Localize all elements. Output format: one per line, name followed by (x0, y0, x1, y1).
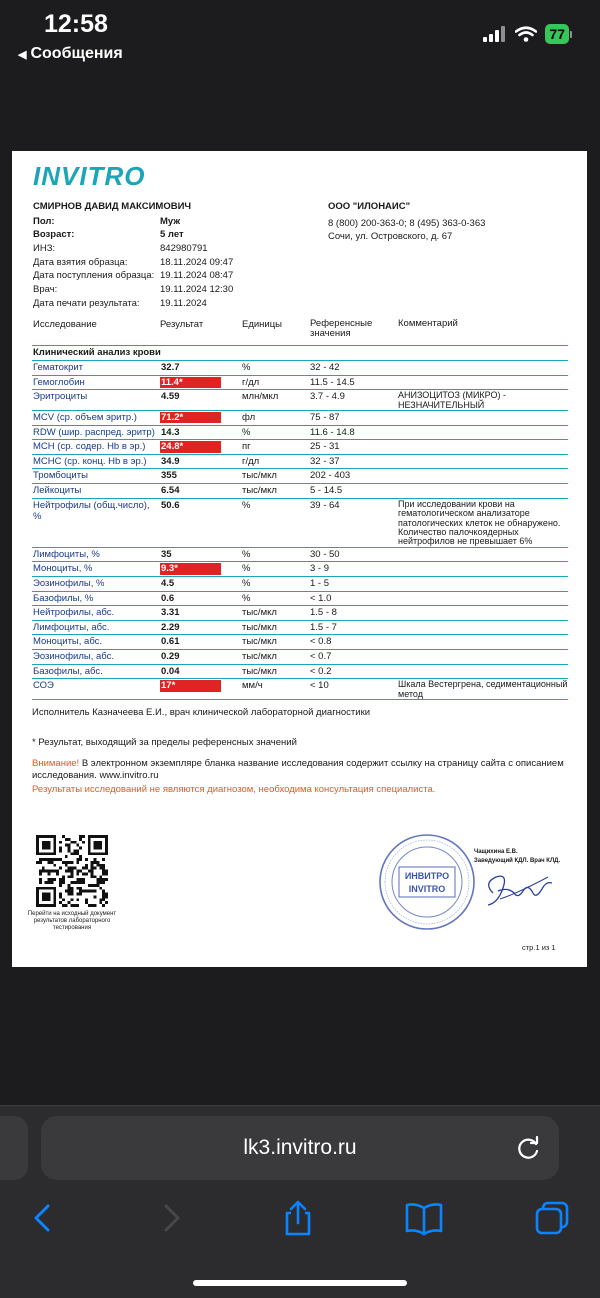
units: г/дл (242, 376, 260, 388)
reference-range: 5 - 14.5 (310, 485, 343, 497)
stamp-text-bottom: INVITRO (408, 884, 446, 894)
comment (398, 548, 568, 549)
qr-caption: Перейти на исходный документ результатов лабораторного тестирования (27, 911, 117, 932)
table-row (32, 562, 568, 577)
result-value-flagged: 17* (160, 680, 221, 691)
result-cell (160, 621, 242, 633)
result-cell (160, 548, 242, 560)
table-row (32, 577, 568, 592)
comment (398, 361, 568, 362)
result-value: 355 (161, 470, 177, 482)
test-name: Гематокрит (33, 362, 84, 373)
results-rows (32, 361, 568, 700)
test-name: Лимфоциты, абс. (33, 621, 110, 633)
lab-info (328, 201, 578, 245)
reference-range: 30 - 50 (310, 548, 340, 560)
patient-field-value: 5 лет (160, 229, 184, 241)
result-cell (160, 469, 242, 481)
result-cell (160, 679, 242, 691)
test-name: MCHC (ср. конц. Hb в эр.) (33, 455, 147, 467)
test-name: MCH (ср. содер. Hb в эр.) (33, 441, 146, 453)
lab-name: ООО "ИЛОНАИС" (328, 201, 411, 212)
test-name: Моноциты, абс. (33, 636, 103, 648)
units: тыс/мкл (242, 636, 277, 648)
lab-address: Сочи, ул. Островского, д. 67 (328, 231, 453, 243)
table-row (32, 635, 568, 650)
result-value: 32.7 (161, 362, 180, 373)
battery-tip (570, 31, 572, 38)
patient-field-value: 19.11.2024 (160, 297, 207, 309)
comment (398, 592, 568, 593)
result-cell (160, 455, 242, 467)
patient-field-value: 18.11.2024 09:47 (160, 256, 234, 268)
comment (398, 665, 568, 666)
table-row (32, 361, 568, 376)
previous-tab-preview[interactable] (0, 1116, 28, 1180)
units: тыс/мкл (242, 485, 277, 497)
result-value: 0.6 (161, 592, 175, 604)
reference-range: < 0.7 (310, 650, 332, 662)
result-cell (160, 426, 242, 438)
reference-range: < 1.0 (310, 592, 332, 604)
reference-range: < 0.2 (310, 665, 332, 677)
comment (398, 650, 568, 651)
result-cell (160, 411, 242, 423)
reference-range: 75 - 87 (310, 412, 340, 424)
patient-field (33, 242, 313, 256)
invitro-logo: INVITRO (33, 161, 146, 191)
reference-range: 32 - 42 (310, 362, 340, 373)
units: млн/мкл (242, 391, 279, 403)
test-name: Гемоглобин (33, 376, 85, 388)
test-name: СОЭ (33, 680, 54, 692)
units: % (242, 548, 251, 560)
stamp-text-top: ИНВИТРО (404, 871, 450, 881)
cellular-signal-icon (483, 26, 507, 42)
reference-range: 25 - 31 (310, 441, 340, 453)
comment (398, 411, 568, 412)
units: тыс/мкл (242, 470, 277, 482)
forward-arrow-icon[interactable] (152, 1200, 192, 1236)
share-icon[interactable] (278, 1200, 318, 1236)
units: пг (242, 441, 251, 453)
comment: При исследовании крови на гематологическом анализаторе патологических клеток не обнаружено. Количество палочкоядерных нейтрофилов не превышает 6% (398, 498, 561, 547)
comment (398, 440, 568, 441)
results-table (32, 319, 568, 700)
table-row (32, 621, 568, 636)
patient-name: СМИРНОВ ДАВИД МАКСИМОВИЧ (33, 201, 192, 212)
attention-text: В электронном экземпляре бланка название исследования содержит ссылку на страницу сайта с описанием исследования. www.invitro.ru (32, 758, 564, 782)
result-cell (160, 665, 242, 677)
tabs-icon[interactable] (532, 1200, 572, 1236)
back-triangle-icon: ◀ (18, 48, 27, 61)
table-row (32, 411, 568, 426)
patient-field-value: 842980791 (160, 242, 208, 254)
back-arrow-icon[interactable] (22, 1200, 62, 1236)
table-row (32, 665, 568, 680)
status-bar (0, 0, 600, 70)
wifi-icon (515, 26, 537, 42)
attention-note (32, 758, 572, 783)
battery-icon (545, 24, 572, 44)
patient-field (33, 297, 313, 311)
table-row (32, 499, 568, 548)
table-row (32, 469, 568, 484)
lab-stamp-icon (377, 832, 477, 932)
units: % (242, 499, 251, 511)
back-label: Сообщения (30, 45, 123, 62)
result-cell (160, 606, 242, 618)
units: % (242, 563, 251, 575)
result-value: 0.61 (161, 636, 180, 648)
test-name: Эозинофилы, % (33, 578, 105, 589)
patient-field-label: Пол: (33, 215, 55, 227)
result-value: 4.59 (161, 391, 180, 403)
result-value: 3.31 (161, 607, 180, 619)
reference-range: 1.5 - 8 (310, 607, 337, 619)
comment (398, 455, 568, 456)
result-value: 0.29 (161, 650, 180, 662)
result-cell (160, 499, 242, 511)
table-row (32, 679, 568, 700)
comment (398, 621, 568, 622)
section-title: Клинический анализ крови (32, 345, 568, 361)
result-value-flagged: 24.8* (160, 441, 221, 452)
result-value-flagged: 71.2* (160, 412, 221, 423)
lab-phones: 8 (800) 200-363-0; 8 (495) 363-0-363 (328, 217, 486, 229)
comment (398, 484, 568, 485)
result-value-flagged: 11.4* (160, 377, 221, 388)
result-cell (160, 361, 242, 373)
result-value: 0.04 (161, 665, 180, 677)
comment: АНИЗОЦИТОЗ (МИКРО) - НЕЗНАЧИТЕЛЬНЫЙ (398, 390, 506, 410)
reference-range: 3.7 - 4.9 (310, 391, 345, 403)
comment (398, 606, 568, 607)
footnote: * Результат, выходящий за пределы референсных значений (32, 737, 297, 748)
patient-field (33, 228, 313, 242)
reload-icon[interactable] (515, 1134, 543, 1162)
result-cell (160, 376, 242, 388)
header-test: Исследование (33, 319, 97, 330)
units: % (242, 578, 251, 589)
reference-range: < 10 (310, 680, 329, 692)
result-value: 35 (161, 548, 172, 560)
patient-field-label: Дата взятия образца: (33, 256, 128, 268)
qr-code-icon[interactable] (36, 835, 108, 907)
header-result: Результат (160, 319, 204, 330)
result-cell (160, 562, 242, 574)
patient-field-value: Муж (160, 215, 181, 227)
reference-range: 3 - 9 (310, 563, 330, 575)
test-name: Моноциты, % (33, 563, 93, 575)
signature-icon (478, 863, 558, 913)
reference-range: 1.5 - 7 (310, 621, 337, 633)
test-name: Эритроциты (33, 391, 88, 403)
disclaimer: Результаты исследований не являются диагнозом, необходима консультация специалиста. (32, 784, 436, 795)
patient-field-label: Возраст: (33, 229, 75, 241)
comment (398, 426, 568, 427)
test-name: RDW (шир. распред. эритр) (33, 426, 155, 438)
test-name: Лимфоциты, % (33, 548, 100, 560)
browser-bottom-bar (0, 1105, 600, 1298)
test-name: Нейтрофилы (общ.число), % (33, 499, 150, 523)
reference-range: 11.6 - 14.8 (310, 426, 355, 438)
table-row (32, 592, 568, 607)
result-value: 34.9 (161, 455, 180, 467)
result-cell (160, 635, 242, 647)
url-text: lk3.invitro.ru (243, 1136, 357, 1159)
test-name: Нейтрофилы, абс. (33, 607, 115, 619)
result-value: 2.29 (161, 621, 180, 633)
units: мм/ч (242, 680, 263, 692)
test-name: Лейкоциты (33, 485, 82, 497)
reference-range: < 0.8 (310, 636, 332, 648)
comment (398, 469, 568, 470)
address-bar[interactable] (41, 1116, 559, 1180)
patient-field (33, 283, 313, 297)
comment (398, 577, 568, 578)
patient-field (33, 214, 313, 228)
reference-range: 202 - 403 (310, 470, 351, 482)
patient-fields (33, 214, 313, 310)
table-row (32, 376, 568, 391)
back-to-messages-link[interactable] (18, 45, 123, 63)
result-cell (160, 577, 242, 589)
result-value: 50.6 (161, 499, 180, 511)
test-name: Эозинофилы, абс. (33, 650, 114, 662)
executor-line: Исполнитель Казначеева Е.И., врач клинической лабораторной диагностики (32, 707, 371, 718)
patient-field (33, 255, 313, 269)
battery-level: 77 (545, 24, 569, 44)
attention-word: Внимание! (32, 758, 80, 769)
patient-field (33, 269, 313, 283)
reference-range: 32 - 37 (310, 455, 340, 467)
home-indicator[interactable] (193, 1280, 407, 1286)
comment (398, 562, 568, 563)
result-value: 6.54 (161, 485, 180, 497)
patient-field-label: Врач: (33, 283, 58, 295)
bookmarks-icon[interactable] (404, 1200, 444, 1236)
result-cell (160, 592, 242, 604)
result-cell (160, 650, 242, 662)
comment: Шкала Вестергрена, седиментационный метод (398, 679, 568, 699)
units: тыс/мкл (242, 665, 277, 677)
reference-range: 1 - 5 (310, 578, 330, 589)
test-name: Тромбоциты (33, 470, 88, 482)
units: фл (242, 412, 256, 424)
table-row (32, 455, 568, 470)
status-indicators (483, 24, 572, 44)
patient-field-label: Дата поступления образца: (33, 270, 155, 282)
document-viewer[interactable] (0, 70, 600, 1105)
result-value-flagged: 9.3* (160, 563, 221, 574)
table-row (32, 484, 568, 499)
units: тыс/мкл (242, 650, 277, 662)
table-row (32, 548, 568, 563)
result-value: 14.3 (161, 426, 180, 438)
results-table-header (32, 319, 568, 343)
units: % (242, 362, 251, 373)
table-row (32, 426, 568, 441)
result-cell (160, 390, 242, 402)
reference-range: 39 - 64 (310, 499, 340, 511)
table-row (32, 650, 568, 665)
table-row (32, 606, 568, 621)
table-row (32, 390, 568, 411)
table-row (32, 440, 568, 455)
comment (398, 376, 568, 377)
patient-field-value: 19.11.2024 12:30 (160, 283, 234, 295)
test-name: Базофилы, абс. (33, 665, 103, 677)
patient-info (33, 201, 313, 310)
page-number: стр.1 из 1 (522, 943, 556, 952)
lab-report-page (12, 151, 587, 967)
result-cell (160, 484, 242, 496)
header-units: Единицы (242, 319, 283, 330)
signer-title: Заведующий КДЛ. Врач КЛД. (474, 858, 561, 864)
units: % (242, 426, 251, 438)
units: % (242, 592, 251, 604)
test-name: MCV (ср. объем эритр.) (33, 412, 137, 424)
units: г/дл (242, 455, 260, 467)
header-reference: Референсные значения (310, 318, 373, 339)
patient-field-label: Дата печати результата: (33, 297, 140, 309)
status-time: 12:58 (44, 10, 108, 38)
result-cell (160, 440, 242, 452)
result-value: 4.5 (161, 578, 175, 589)
units: тыс/мкл (242, 607, 277, 619)
units: тыс/мкл (242, 621, 277, 633)
comment (398, 635, 568, 636)
test-name: Базофилы, % (33, 592, 94, 604)
header-comment: Комментарий (398, 318, 458, 329)
patient-field-value: 19.11.2024 08:47 (160, 270, 234, 282)
signer-name: Чащихина Е.В. (474, 849, 518, 855)
patient-field-label: ИНЗ: (33, 242, 56, 254)
reference-range: 11.5 - 14.5 (310, 376, 355, 388)
